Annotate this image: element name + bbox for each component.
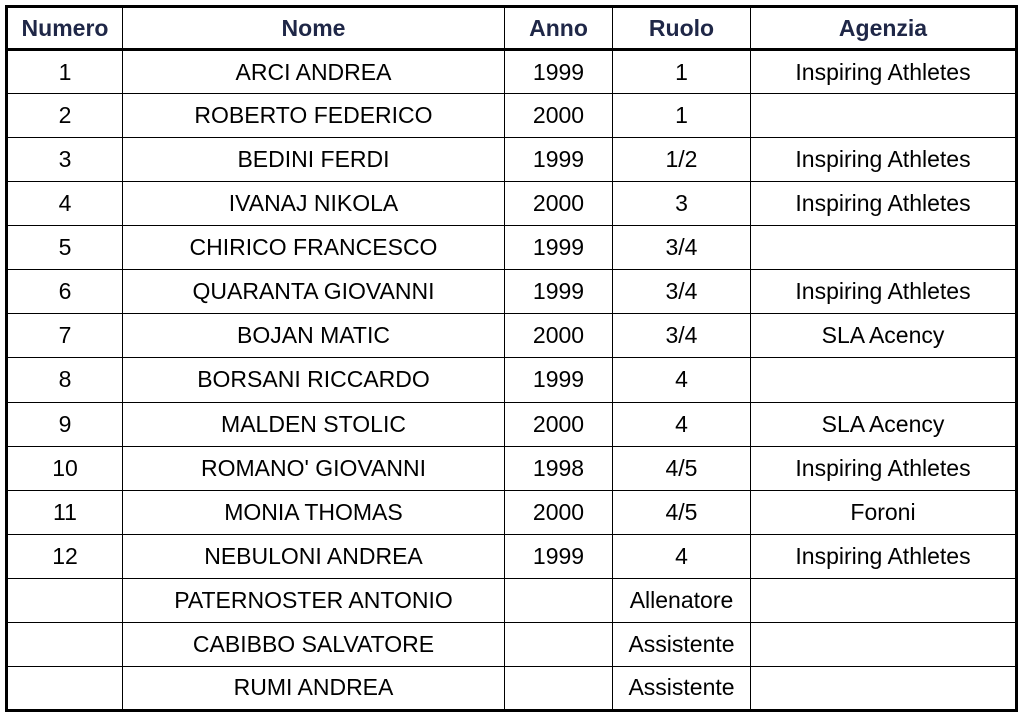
cell-ruolo: 3/4 — [613, 314, 751, 358]
cell-nome: RUMI ANDREA — [123, 666, 505, 710]
table-row — [7, 666, 1017, 710]
cell-agenzia — [751, 622, 1017, 666]
column-header-nome: Nome — [123, 7, 505, 50]
cell-numero: 8 — [7, 358, 123, 402]
table-row — [7, 270, 1017, 314]
table-row — [7, 226, 1017, 270]
cell-anno — [505, 666, 613, 710]
cell-agenzia — [751, 358, 1017, 402]
cell-numero: 2 — [7, 94, 123, 138]
table-row — [7, 50, 1017, 94]
column-header-anno: Anno — [505, 7, 613, 50]
cell-ruolo: 4 — [613, 358, 751, 402]
table-row — [7, 490, 1017, 534]
cell-anno: 1999 — [505, 358, 613, 402]
cell-agenzia: Inspiring Athletes — [751, 270, 1017, 314]
cell-nome: CHIRICO FRANCESCO — [123, 226, 505, 270]
cell-nome: IVANAJ NIKOLA — [123, 182, 505, 226]
column-header-ruolo: Ruolo — [613, 7, 751, 50]
cell-anno: 2000 — [505, 182, 613, 226]
cell-agenzia: SLA Acency — [751, 314, 1017, 358]
cell-ruolo: 3/4 — [613, 226, 751, 270]
cell-ruolo: Assistente — [613, 622, 751, 666]
cell-anno: 1999 — [505, 270, 613, 314]
cell-agenzia — [751, 578, 1017, 622]
cell-nome: QUARANTA GIOVANNI — [123, 270, 505, 314]
cell-numero: 6 — [7, 270, 123, 314]
cell-numero: 4 — [7, 182, 123, 226]
cell-agenzia: Inspiring Athletes — [751, 534, 1017, 578]
cell-ruolo: 4/5 — [613, 446, 751, 490]
cell-numero: 10 — [7, 446, 123, 490]
cell-agenzia — [751, 226, 1017, 270]
cell-nome: BOJAN MATIC — [123, 314, 505, 358]
cell-anno: 2000 — [505, 314, 613, 358]
cell-numero: 9 — [7, 402, 123, 446]
cell-anno: 1999 — [505, 138, 613, 182]
cell-numero — [7, 622, 123, 666]
cell-nome: MONIA THOMAS — [123, 490, 505, 534]
roster-table-container — [5, 5, 1015, 712]
cell-numero: 12 — [7, 534, 123, 578]
table-row — [7, 534, 1017, 578]
cell-ruolo: Assistente — [613, 666, 751, 710]
cell-nome: ROBERTO FEDERICO — [123, 94, 505, 138]
cell-numero — [7, 578, 123, 622]
cell-numero — [7, 666, 123, 710]
cell-nome: BORSANI RICCARDO — [123, 358, 505, 402]
column-header-agenzia: Agenzia — [751, 7, 1017, 50]
cell-ruolo: Allenatore — [613, 578, 751, 622]
cell-anno: 2000 — [505, 402, 613, 446]
column-header-numero: Numero — [7, 7, 123, 50]
cell-nome: CABIBBO SALVATORE — [123, 622, 505, 666]
cell-ruolo: 3/4 — [613, 270, 751, 314]
table-row — [7, 622, 1017, 666]
cell-nome: MALDEN STOLIC — [123, 402, 505, 446]
table-row — [7, 314, 1017, 358]
cell-anno: 2000 — [505, 94, 613, 138]
cell-agenzia: SLA Acency — [751, 402, 1017, 446]
cell-nome: PATERNOSTER ANTONIO — [123, 578, 505, 622]
cell-numero: 11 — [7, 490, 123, 534]
cell-nome: ARCI ANDREA — [123, 50, 505, 94]
cell-anno: 1998 — [505, 446, 613, 490]
table-row — [7, 138, 1017, 182]
table-row — [7, 446, 1017, 490]
cell-numero: 5 — [7, 226, 123, 270]
cell-agenzia: Inspiring Athletes — [751, 50, 1017, 94]
cell-agenzia: Foroni — [751, 490, 1017, 534]
roster-table — [5, 5, 1018, 712]
cell-ruolo: 3 — [613, 182, 751, 226]
table-row — [7, 578, 1017, 622]
cell-numero: 3 — [7, 138, 123, 182]
cell-ruolo: 4 — [613, 534, 751, 578]
cell-nome: ROMANO' GIOVANNI — [123, 446, 505, 490]
header-row — [7, 7, 1017, 50]
cell-numero: 7 — [7, 314, 123, 358]
cell-agenzia: Inspiring Athletes — [751, 182, 1017, 226]
cell-anno: 2000 — [505, 490, 613, 534]
cell-agenzia — [751, 666, 1017, 710]
cell-ruolo: 1/2 — [613, 138, 751, 182]
cell-ruolo: 1 — [613, 50, 751, 94]
cell-anno: 1999 — [505, 534, 613, 578]
cell-agenzia — [751, 94, 1017, 138]
cell-ruolo: 1 — [613, 94, 751, 138]
table-row — [7, 358, 1017, 402]
cell-anno: 1999 — [505, 226, 613, 270]
cell-ruolo: 4/5 — [613, 490, 751, 534]
table-row — [7, 402, 1017, 446]
cell-nome: BEDINI FERDI — [123, 138, 505, 182]
cell-ruolo: 4 — [613, 402, 751, 446]
cell-anno: 1999 — [505, 50, 613, 94]
cell-numero: 1 — [7, 50, 123, 94]
table-row — [7, 182, 1017, 226]
cell-anno — [505, 578, 613, 622]
table-row — [7, 94, 1017, 138]
cell-nome: NEBULONI ANDREA — [123, 534, 505, 578]
cell-agenzia: Inspiring Athletes — [751, 138, 1017, 182]
cell-anno — [505, 622, 613, 666]
cell-agenzia: Inspiring Athletes — [751, 446, 1017, 490]
